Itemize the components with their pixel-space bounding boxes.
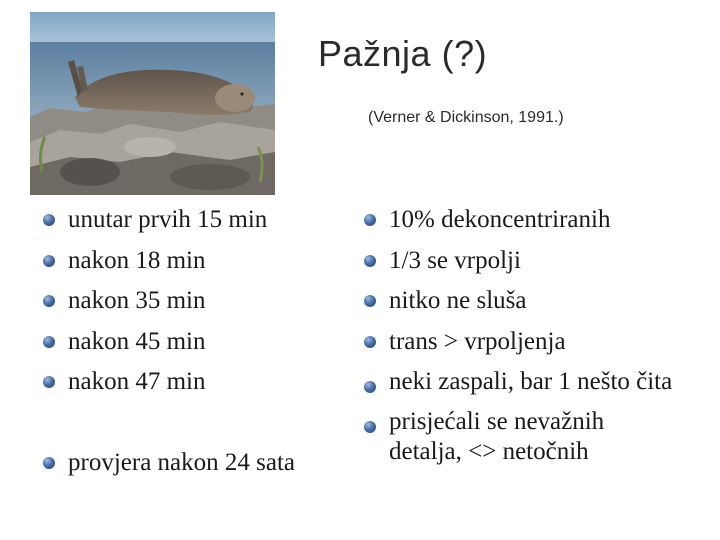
list-item [364,402,679,472]
bullet-icon [364,295,376,307]
bullet-icon [364,421,376,433]
bullet-icon [43,214,55,226]
list-item-text: nitko ne sluša [389,287,527,314]
bullet-icon [43,376,55,388]
list-item [43,362,295,403]
list-item [364,200,679,241]
list-item [43,241,295,282]
list-item-text: prisjećali se nevažnih detalja, <> netočnih [389,408,605,465]
list-item-text: unutar prvih 15 min [68,206,268,233]
list-item-text: 10% dekoncentriranih [389,206,611,233]
list-item-text: 1/3 se vrpolji [389,246,521,274]
observation-list [364,200,679,472]
list-item [43,281,295,322]
bullet-icon [364,336,376,348]
bullet-icon [43,255,55,267]
list-item-text: trans > vrpoljenja [389,327,566,355]
list-item-text: neki zaspali, bar 1 nešto čita [389,368,673,395]
bullet-icon [43,336,55,348]
list-item-text: provjera nakon 24 sata [68,448,296,476]
bullet-icon [364,255,376,267]
list-item-text: nakon 47 min [68,368,206,395]
sea-lion-photo [30,12,275,195]
list-item-text: nakon 18 min [68,246,206,274]
citation: (Verner & Dickinson, 1991.) [368,109,564,126]
list-item [364,241,679,282]
list-item [43,322,295,363]
list-item [43,443,295,484]
bullet-icon [364,381,376,393]
list-item [364,322,679,363]
list-item-text: nakon 35 min [68,287,206,314]
list-item-text: nakon 45 min [68,327,206,355]
bullet-icon [364,214,376,226]
bullet-icon [43,295,55,307]
bullet-icon [43,457,55,469]
time-list [43,200,295,483]
sea-lion-illustration [30,12,275,195]
list-item [43,200,295,241]
slide-title: Pažnja (?) [318,33,488,74]
list-item [364,281,679,322]
list-item [364,362,679,402]
